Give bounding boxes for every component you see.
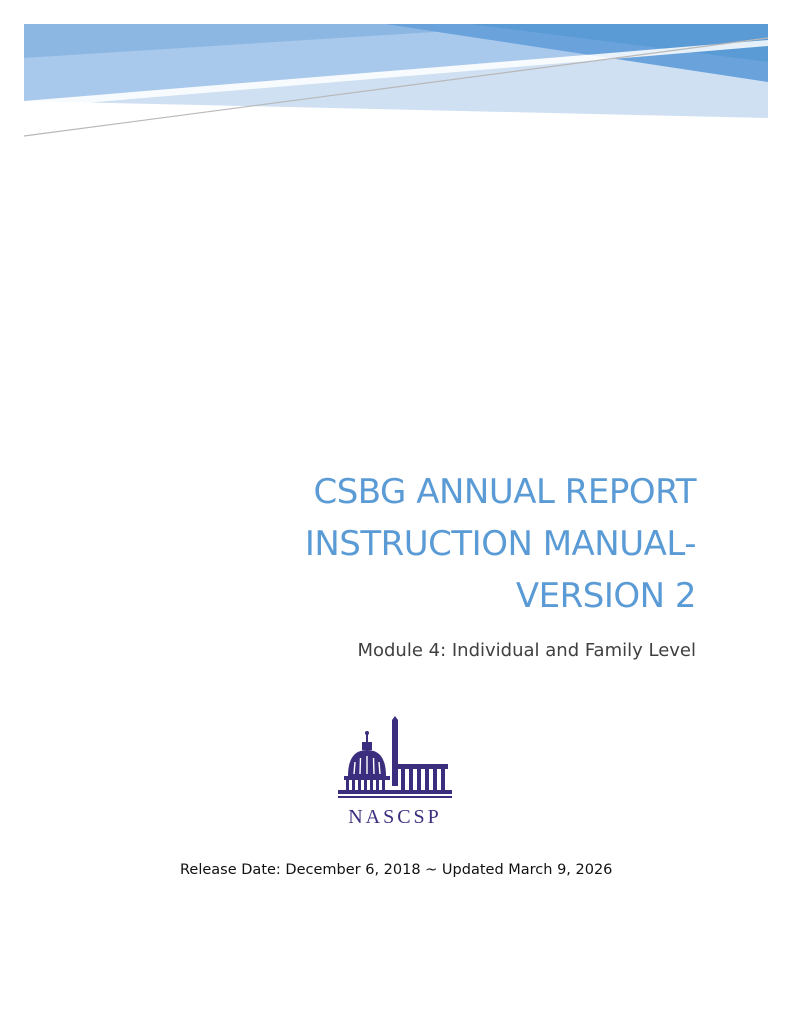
release-date: Release Date: December 6, 2018 ~ Updated March 9, 2026 [180, 862, 613, 878]
title-line-1: CSBG ANNUAL REPORT [313, 472, 696, 512]
banner-graphic [0, 0, 791, 150]
title-line-3: VERSION 2 [515, 576, 696, 616]
header-banner [0, 0, 791, 150]
capitol-dome-monument-icon [338, 716, 452, 808]
title-line-2: INSTRUCTION MANUAL- [304, 524, 696, 564]
logo-wordmark: NASCSP [348, 806, 442, 828]
document-subtitle: Module 4: Individual and Family Level [357, 640, 696, 661]
document-title [176, 466, 696, 622]
